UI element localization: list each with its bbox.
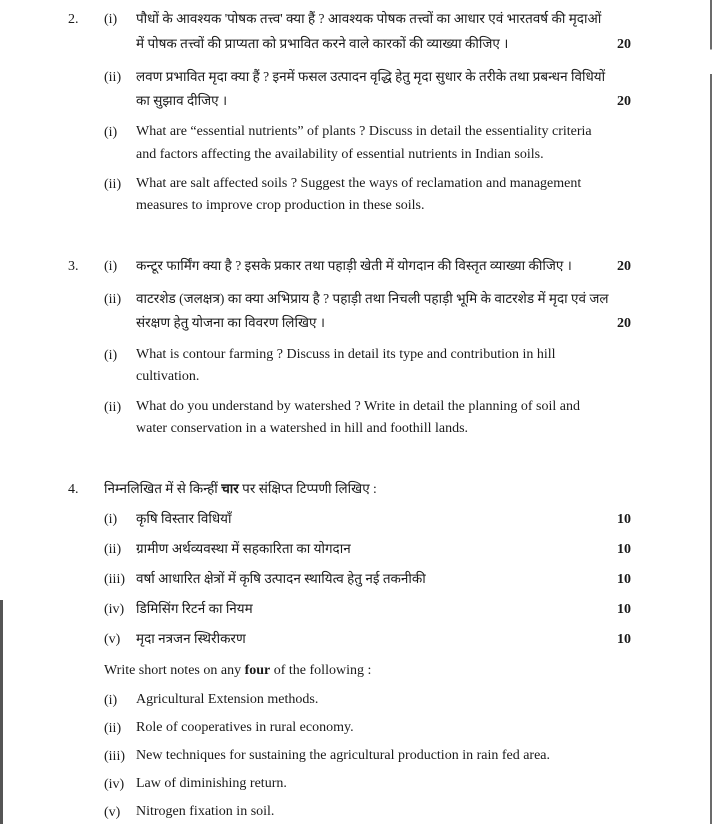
english-intro-text: Write short notes on any	[104, 663, 245, 678]
hindi-text: का सुझाव दीजिए ।	[136, 93, 228, 108]
sub-label: (ii)	[104, 292, 122, 307]
marks: 10	[617, 512, 631, 527]
hindi-intro-text: निम्नलिखित में से किन्हीं	[104, 481, 222, 496]
marks: 10	[617, 572, 631, 587]
marks: 20	[617, 259, 631, 274]
english-item: Nitrogen fixation in soil.	[136, 804, 275, 819]
sub-label: (ii)	[104, 542, 122, 557]
english-text: What are salt affected soils ? Suggest the ways of reclamation and management	[136, 176, 582, 191]
english-text: cultivation.	[136, 369, 200, 384]
hindi-item: वर्षा आधारित क्षेत्रों में कृषि उत्पादन स्थायित्व हेतु नई तकनीकी	[136, 571, 426, 586]
sub-label: (iv)	[104, 602, 125, 617]
sub-label: (i)	[104, 512, 118, 527]
hindi-item: कृषि विस्तार विधियाँ	[136, 511, 232, 526]
sub-label: (ii)	[104, 721, 122, 736]
marks: 10	[617, 602, 631, 617]
english-text: What are “essential nutrients” of plants ? Discuss in detail the essentiality criteria	[136, 124, 592, 139]
english-intro-bold: four	[244, 663, 271, 678]
page-left-edge	[0, 600, 3, 824]
sub-label: (i)	[104, 125, 118, 140]
marks: 10	[617, 632, 631, 647]
hindi-item: डिमिसिंग रिटर्न का नियम	[136, 601, 253, 616]
marks: 20	[617, 94, 631, 109]
english-text: water conservation in a watershed in hill and foothill lands.	[136, 421, 469, 436]
english-text: measures to improve crop production in these soils.	[136, 198, 425, 213]
marks: 20	[617, 37, 631, 52]
sub-label: (i)	[104, 259, 118, 274]
question-number: 2.	[68, 12, 79, 27]
english-text: and factors affecting the availability of essential nutrients in Indian soils.	[136, 147, 544, 162]
question-number: 3.	[68, 259, 79, 274]
sub-label: (v)	[104, 632, 121, 647]
hindi-intro-bold: चार	[221, 481, 239, 496]
hindi-item: ग्रामीण अर्थव्यवस्था में सहकारिता का योगदान	[136, 541, 351, 556]
sub-label: (i)	[104, 348, 118, 363]
hindi-text: पौधों के आवश्यक 'पोषक तत्त्व' क्या हैं ? आवश्यक पोषक तत्त्वों का आधार एवं भारतवर्ष की मृदाओं	[136, 11, 602, 26]
sub-label: (iii)	[104, 749, 125, 764]
sub-label: (iv)	[104, 777, 125, 792]
sub-label: (iii)	[104, 572, 125, 587]
sub-label: (v)	[104, 805, 121, 820]
english-item: Agricultural Extension methods.	[136, 692, 319, 707]
sub-label: (i)	[104, 12, 118, 27]
english-intro	[104, 664, 371, 678]
english-intro-text: of the following :	[270, 663, 372, 678]
english-item: Role of cooperatives in rural economy.	[136, 720, 354, 735]
hindi-intro-text: पर संक्षिप्त टिप्पणी लिखिए :	[238, 481, 377, 496]
hindi-item: मृदा नत्रजन स्थिरीकरण	[136, 631, 246, 646]
marks: 20	[617, 316, 631, 331]
sub-label: (ii)	[104, 400, 122, 415]
page-right-edge	[710, 0, 712, 824]
hindi-text: लवण प्रभावित मृदा क्या हैं ? इनमें फसल उत्पादन वृद्धि हेतु मृदा सुधार के तरीके तथा प्रबन्धन विधियों	[136, 69, 606, 84]
sub-label: (ii)	[104, 177, 122, 192]
hindi-text: कन्टूर फार्मिंग क्या है ? इसके प्रकार तथा पहाड़ी खेती में योगदान की विस्तृत व्याख्या कीजिए ।	[136, 258, 572, 273]
english-item: Law of diminishing return.	[136, 776, 287, 791]
hindi-text: वाटरशेड (जलक्षत्र) का क्या अभिप्राय है ? पहाड़ी तथा निचली पहाड़ी भूमि के वाटरशेड में मृदा एवं जल	[136, 291, 609, 306]
hindi-text: संरक्षण हेतु योजना का विवरण लिखिए ।	[136, 315, 325, 330]
sub-label: (ii)	[104, 70, 122, 85]
hindi-text: में पोषक तत्त्वों की प्राप्यता को प्रभावित करने वाले कारकों की व्याख्या कीजिए ।	[136, 36, 509, 51]
marks: 10	[617, 542, 631, 557]
question-number: 4.	[68, 482, 79, 497]
hindi-intro	[104, 482, 377, 496]
english-text: What is contour farming ? Discuss in detail its type and contribution in hill	[136, 347, 556, 362]
english-text: What do you understand by watershed ? Write in detail the planning of soil and	[136, 399, 580, 414]
sub-label: (i)	[104, 693, 118, 708]
english-item: New techniques for sustaining the agricultural production in rain fed area.	[136, 748, 551, 763]
